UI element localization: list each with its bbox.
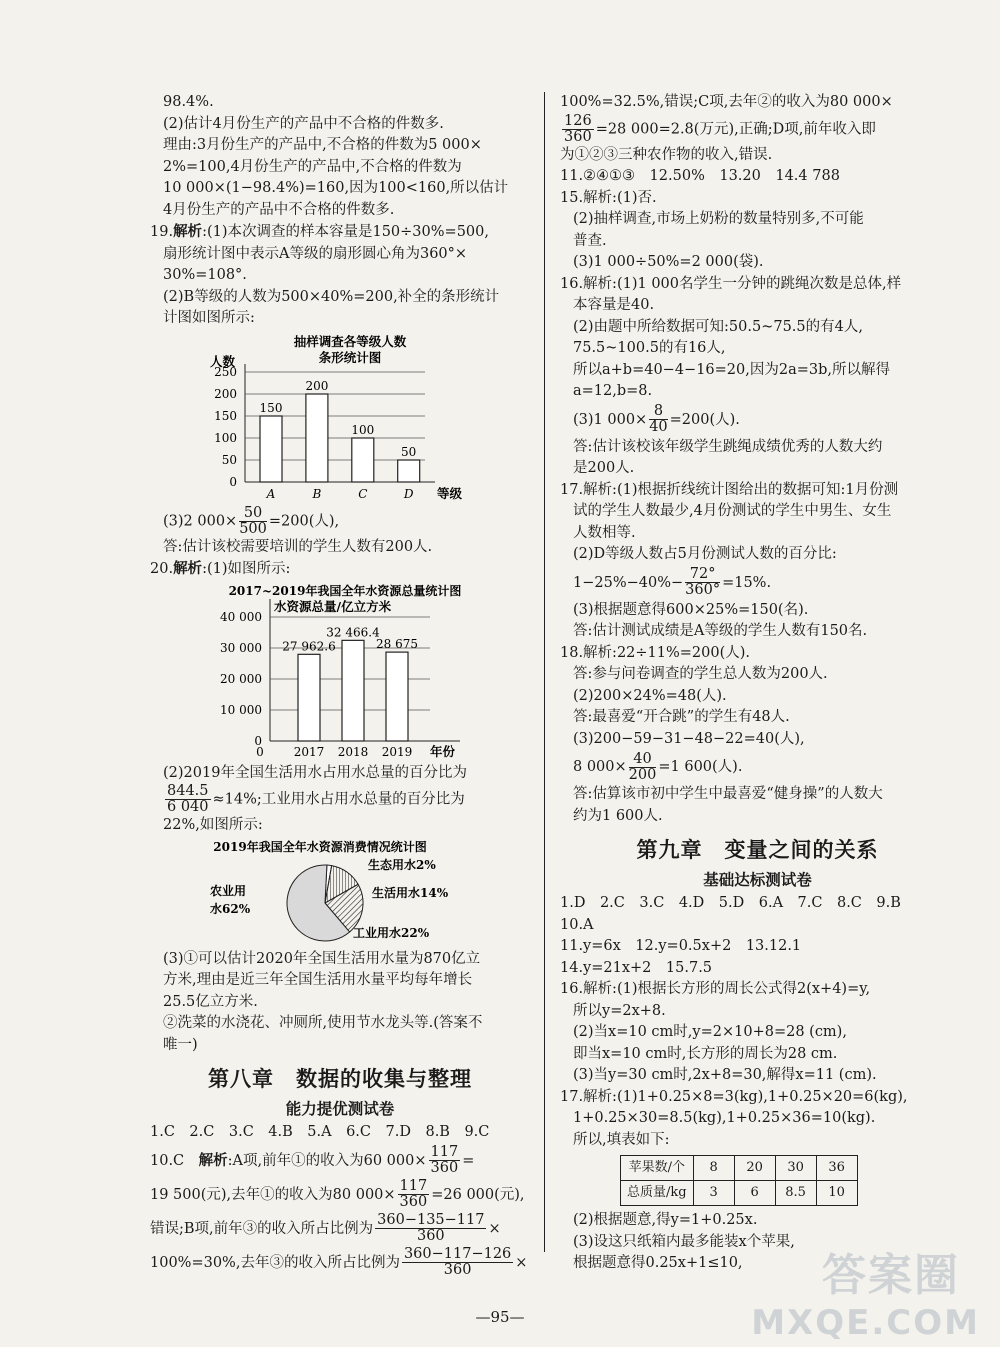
- text-span: 10.C: [150, 1152, 199, 1169]
- data-label: 200: [305, 378, 329, 393]
- text-line: 16.解析:(1)1 000名学生一分钟的跳绳次数是总体,样: [560, 275, 902, 292]
- y-tick-label: 30 000: [220, 640, 262, 655]
- y-tick-label: 10 000: [220, 702, 262, 717]
- text-span: ×: [488, 1220, 501, 1237]
- text-line: 30%=108°.: [163, 267, 247, 283]
- text-line: 17.解析:(1)根据折线统计图给出的数据可知:1月份测: [560, 481, 899, 498]
- denominator: 360: [443, 1262, 472, 1278]
- y-axis-label: 人数: [210, 353, 236, 369]
- text-line: 即当x=10 cm时,长方形的周长为28 cm.: [573, 1045, 838, 1062]
- data-label: 28 675: [376, 636, 418, 651]
- pie-label: 生态用水2%: [368, 857, 436, 872]
- y-tick-label: 200: [214, 386, 237, 401]
- table-cell: 30: [775, 1156, 816, 1181]
- bar: [386, 652, 408, 741]
- text-line: a=12,b=8.: [573, 383, 653, 399]
- answer-line: 14.y=21x+2 15.7.5: [560, 959, 713, 976]
- answer-line: 10.A: [560, 916, 594, 933]
- formula-line: [560, 750, 955, 784]
- numerator: 360−135−117: [377, 1212, 485, 1228]
- text-line: 根据题意得0.25x+1≤10,: [573, 1255, 743, 1271]
- text-line: (3)200−59−31−48−22=40(人),: [573, 730, 805, 747]
- text-line: 所以y=2x+8.: [573, 1002, 666, 1019]
- text-line: 约为1 600人.: [573, 807, 663, 824]
- numerator: 360−117−126: [403, 1246, 512, 1262]
- left-column: [150, 92, 530, 1280]
- text-line: (2)当x=10 cm时,y=2×10+8=28 (cm),: [573, 1024, 847, 1040]
- apple-weight-table: [620, 1155, 858, 1206]
- bar-chart-grades-svg: [150, 332, 530, 504]
- question-number: 20.: [150, 561, 174, 577]
- table-cell: 3: [693, 1181, 734, 1206]
- formula-line: [560, 566, 955, 600]
- text-line: (3)①可以估计2020年全国生活用水量为870亿立: [163, 950, 481, 967]
- text-line: 答:估算该市初中学生中最喜爱“健身操”的人数大: [573, 786, 883, 802]
- text-span: =200(人).: [669, 411, 740, 428]
- text-line: 扇形统计图中表示A等级的扇形圆心角为360°×: [163, 245, 468, 262]
- text-span: =: [462, 1152, 475, 1169]
- text-span: 8 000×: [573, 759, 627, 775]
- denominator: 360: [416, 1228, 445, 1244]
- text-line: (2)2019年全国生活用水占用水总量的百分比为: [163, 764, 467, 781]
- table-cell: 6: [734, 1181, 775, 1206]
- x-tick-label: 2017: [293, 744, 325, 759]
- x-tick-label: D: [403, 486, 414, 501]
- text-line: 答:估计测试成绩是A等级的学生人数有150名.: [573, 623, 868, 639]
- text-line: 为①②③三种农作物的收入,错误.: [560, 146, 773, 163]
- y-tick-label: 50: [221, 452, 237, 467]
- x-tick-label: 2019: [381, 744, 413, 759]
- formula-line: [150, 1212, 530, 1246]
- x-tick-label: 2018: [337, 744, 369, 759]
- x-axis-label: 年份: [430, 743, 456, 759]
- y-tick-label: 40 000: [220, 609, 262, 624]
- text-span: 19 500(元),去年①的收入为80 000×: [150, 1186, 396, 1203]
- bar: [260, 416, 282, 482]
- text-line: 10 000×(1−98.4%)=160,因为100<160,所以估计: [163, 180, 509, 196]
- question-20: [150, 558, 530, 581]
- denominator: 6 040: [167, 799, 209, 815]
- text-line: 方米,理由是近三年全国生活用水量平均每年增长: [163, 972, 473, 988]
- text-line: 1+0.25×30=8.5(kg),1+0.25×36=10(kg).: [573, 1110, 876, 1126]
- denominator: 200: [628, 766, 657, 783]
- answer-line: 1.C 2.C 3.C 4.B 5.A 6.C 7.D 8.B 9.C: [150, 1124, 490, 1140]
- watermark-logo: 答案圈: [822, 1250, 960, 1301]
- table-cell: 8.5: [775, 1181, 816, 1206]
- numerator: 40: [629, 752, 657, 768]
- text-line: 25.5亿立方米.: [163, 993, 258, 1010]
- watermark-url: MXQE.COM: [751, 1303, 980, 1343]
- table-row: [621, 1181, 858, 1206]
- fraction: [165, 784, 211, 815]
- bar: [398, 460, 420, 482]
- fraction: [429, 1145, 461, 1176]
- numerator: 117: [430, 1144, 459, 1160]
- y-tick-label: 100: [214, 430, 237, 445]
- text-span: =28 000=2.8(万元),正确;D项,前年收入即: [595, 121, 876, 137]
- text-line: (3)当y=30 cm时,2x+8=30,解得x=11 (cm).: [573, 1067, 877, 1083]
- y-tick-label: 250: [214, 364, 237, 379]
- text-span: =15%.: [722, 574, 772, 591]
- text-line: 100%=32.5%,错误;C项,去年②的收入为80 000×: [560, 94, 893, 110]
- pie-label: 工业用水22%: [353, 925, 430, 940]
- question-19: [150, 221, 530, 244]
- pie-label: 生活用水14%: [372, 885, 449, 900]
- text-line: 理由:3月份生产的产品中,不合格的件数为5 000×: [163, 137, 482, 153]
- y-tick-label: 0: [254, 733, 262, 748]
- text-line: 16.解析:(1)根据长方形的周长公式得2(x+4)=y,: [560, 981, 871, 997]
- section-title: 能力提优测试卷: [285, 1099, 395, 1118]
- denominator: 360: [430, 1160, 459, 1176]
- table-cell: 36: [816, 1156, 857, 1181]
- pie-chart-water: [150, 839, 530, 947]
- y-tick-label: 20 000: [220, 671, 262, 686]
- text-line: (3)设这只纸箱内最多能装x个苹果,: [573, 1233, 795, 1250]
- denominator: 360: [564, 128, 592, 145]
- text-line: ②洗菜的水浇花、冲厕所,使用节水龙头等.(答案不: [163, 1015, 483, 1031]
- answer-line: 11.y=6x 12.y=0.5x+2 13.12.1: [560, 938, 802, 954]
- x-axis-label: 等级: [437, 485, 463, 501]
- numerator: 72°: [685, 567, 720, 583]
- bar-chart-grades: [150, 332, 530, 504]
- text-line: (2)估计4月份生产的产品中不合格的件数多.: [163, 115, 444, 132]
- right-column: [560, 92, 955, 1275]
- numerator: 126: [564, 112, 592, 129]
- text-line: (2)由题中所给数据可知:50.5~75.5的有4人,: [573, 318, 863, 335]
- column-divider: [544, 92, 545, 1252]
- text-line: 75.5~100.5的有16人,: [573, 340, 726, 356]
- chapter-title: 第九章 变量之间的关系: [636, 837, 879, 862]
- text-span: =26 000(元),: [431, 1186, 525, 1203]
- answer-line: 11.②④①③ 12.50% 13.20 14.4 788: [560, 168, 840, 184]
- text-line: 人数相等.: [573, 524, 636, 541]
- data-label: 27 962.6: [282, 638, 336, 653]
- data-label: 150: [259, 400, 283, 415]
- table-cell: 8: [693, 1156, 734, 1181]
- fraction: [629, 752, 657, 783]
- analysis-label: 解析: [173, 223, 203, 240]
- text-line: 所以a+b=40−4−16=20,因为2a=3b,所以解得: [573, 361, 890, 378]
- pie-label: 水62%: [210, 901, 251, 916]
- text-line: (2)B等级的人数为500×40%=200,补全的条形统计: [163, 288, 500, 305]
- formula-line: [560, 403, 955, 437]
- text-span: =1 600(人).: [658, 759, 743, 775]
- numerator: 844.5: [167, 783, 209, 799]
- table-cell: 苹果数/个: [621, 1156, 694, 1181]
- text-line: (2)抽样调查,市场上奶粉的数量特别多,不可能: [573, 211, 864, 227]
- formula-line: [150, 1246, 530, 1280]
- text-line: (3)根据题意得600×25%=150(名).: [573, 601, 809, 618]
- text-span: :(1)如图所示:: [202, 561, 291, 577]
- bar: [298, 654, 320, 741]
- fraction: [375, 1213, 486, 1244]
- x-tick-label: B: [312, 486, 322, 501]
- text-span: 100%=30%,去年③的收入所占比例为: [150, 1254, 400, 1271]
- denominator: 40: [649, 419, 668, 435]
- y-axis-label: 水资源总量/亿立方米: [274, 598, 392, 614]
- chart-title: 抽样调查各等级人数: [293, 333, 407, 349]
- page-number: —95—: [475, 1308, 525, 1326]
- answer-line: 1.D 2.C 3.C 4.D 5.D 6.A 7.C 8.C 9.B: [560, 895, 901, 911]
- text-span: 1−25%−40%−: [573, 574, 684, 591]
- text-line: 试的学生人数最少,4月份测试的学生中男生、女生: [573, 503, 892, 519]
- text-line: 计图如图所示:: [163, 310, 255, 326]
- data-label: 50: [401, 444, 417, 459]
- data-label: 32 466.4: [326, 624, 380, 639]
- fraction: [685, 567, 720, 598]
- text-line: 是200人.: [573, 460, 635, 476]
- chart-title: 2017~2019年我国全年水资源总量统计图: [228, 583, 462, 598]
- table-row: [621, 1156, 858, 1181]
- denominator: 500: [239, 520, 267, 537]
- fraction: [562, 114, 594, 145]
- text-line: 15.解析:(1)否.: [560, 189, 657, 206]
- text-line: (2)根据题意,得y=1+0.25x.: [573, 1212, 758, 1228]
- text-line: 17.解析:(1)1+0.25×8=3(kg),1+0.25×20=6(kg),: [560, 1088, 908, 1105]
- bar-chart-water-svg: [150, 583, 530, 761]
- text-line: 18.解析:22÷11%=200(人).: [560, 644, 751, 661]
- text-line: 答:估计该校该年级学生跳绳成绩优秀的人数大约: [573, 438, 883, 455]
- bar: [306, 394, 328, 482]
- formula-line: [150, 1178, 530, 1212]
- y-tick-label: 150: [214, 408, 237, 423]
- chapter-title: 第八章 数据的收集与整理: [208, 1066, 472, 1091]
- chart-title: 2019年我国全年水资源消费情况统计图: [213, 839, 427, 854]
- analysis-label: 解析: [198, 1151, 228, 1169]
- text-line: 唯一): [163, 1036, 198, 1053]
- numerator: 50: [239, 506, 267, 522]
- text-line: 答:最喜爱“开合跳”的学生有48人.: [573, 709, 790, 725]
- pie-label: 农业用: [210, 883, 247, 898]
- text-span: ×: [515, 1254, 528, 1271]
- formula-line: [150, 784, 530, 815]
- table-cell: 20: [734, 1156, 775, 1181]
- text-line: 普查.: [573, 232, 607, 249]
- fraction: [649, 404, 667, 435]
- x-tick-label: C: [358, 486, 368, 501]
- numerator: 8: [649, 404, 667, 420]
- denominator: 360°: [685, 582, 721, 598]
- analysis-label: 解析: [173, 560, 203, 577]
- text-line: 所以,填表如下:: [573, 1131, 670, 1148]
- fraction: [239, 506, 267, 537]
- bar-chart-water: [150, 583, 530, 761]
- bar: [342, 640, 364, 741]
- x-tick-label: A: [266, 486, 276, 501]
- text-line: 2%=100,4月份生产的产品中,不合格的件数为: [163, 158, 462, 175]
- text-span: =200(人),: [268, 513, 340, 529]
- pie-chart-water-svg: [150, 839, 530, 947]
- text-span: :(1)本次调查的样本容量是150÷30%=500,: [202, 224, 489, 240]
- fraction: [398, 1179, 430, 1210]
- question-number: 19.: [150, 224, 174, 240]
- text-line: (2)200×24%=48(人).: [573, 687, 727, 704]
- formula-line: [560, 114, 955, 145]
- table-cell: 总质量/kg: [621, 1181, 694, 1206]
- text-line: 22%,如图所示:: [163, 817, 263, 833]
- text-line: 本容量是40.: [573, 297, 655, 313]
- data-label: 100: [351, 422, 375, 437]
- numerator: 117: [399, 1178, 428, 1194]
- text-span: (3)1 000×: [573, 411, 648, 428]
- text-span: 错误;B项,前年③的收入所占比例为: [150, 1220, 374, 1237]
- text-line: 4月份生产的产品中不合格的件数多.: [163, 201, 395, 218]
- text-span: :A项,前年①的收入为60 000×: [227, 1152, 427, 1169]
- text-span: (3)2 000×: [163, 513, 238, 529]
- denominator: 360: [399, 1194, 428, 1210]
- section-title: 基础达标测试卷: [703, 870, 812, 889]
- origin-label: 0: [256, 744, 264, 759]
- y-tick-label: 0: [229, 474, 237, 489]
- text-line: (2)D等级人数占5月份测试人数的百分比:: [573, 546, 837, 562]
- chart-subtitle: 条形统计图: [318, 349, 382, 365]
- text-line: 答:估计该校需要培训的学生人数有200人.: [163, 538, 433, 555]
- formula-line: [150, 506, 530, 537]
- text-line: (3)1 000÷50%=2 000(袋).: [573, 254, 764, 270]
- table-cell: 10: [816, 1181, 857, 1206]
- formula-line: [150, 1144, 530, 1178]
- text-line: 98.4%.: [163, 94, 214, 110]
- text-line: 答:参与问卷调查的学生总人数为200人.: [573, 666, 828, 682]
- text-span: ≈14%;工业用水占用水总量的百分比为: [212, 791, 465, 808]
- fraction: [402, 1247, 513, 1278]
- bar: [352, 438, 374, 482]
